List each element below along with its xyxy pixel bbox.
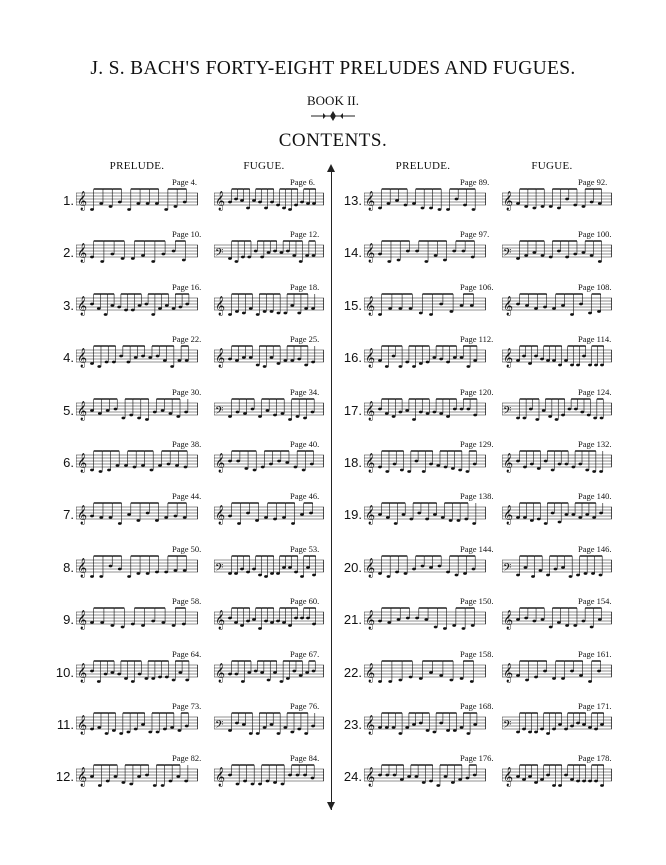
ornament-divider	[309, 110, 357, 122]
prelude-page-label: Page 4.	[172, 177, 198, 187]
fugue-page-label: Page 161.	[578, 648, 612, 659]
svg-text:𝄢: 𝄢	[503, 561, 512, 577]
prelude-page-label: Page 112.	[460, 334, 494, 345]
fugue-incipit-staff	[502, 397, 612, 423]
entry-number: 17.	[343, 402, 362, 418]
fugue-page-label: Page 60.	[290, 596, 320, 607]
fugue-incipit-staff	[214, 239, 324, 265]
svg-text:𝄢: 𝄢	[503, 404, 512, 420]
page-title: J. S. BACH'S FORTY-EIGHT PRELUDES AND FUGUES.	[90, 58, 576, 79]
prelude-page-label: Page 38.	[172, 439, 202, 449]
fugue-page-label: Page 34.	[290, 386, 320, 397]
contents-entry	[52, 491, 328, 543]
prelude-page-label: Page 16.	[172, 281, 202, 292]
fugue-incipit-staff	[502, 659, 612, 685]
contents-entry	[340, 282, 616, 334]
entry-number: 1.	[63, 193, 74, 208]
contents-entry	[52, 649, 328, 701]
contents-entry	[52, 701, 328, 753]
entry-number: 19.	[343, 507, 362, 523]
svg-text:𝄞: 𝄞	[77, 557, 88, 578]
prelude-page-label: Page 58.	[172, 596, 202, 607]
prelude-incipit-staff	[364, 344, 486, 370]
prelude-incipit-staff	[364, 449, 486, 475]
svg-text:𝄞: 𝄞	[503, 505, 514, 526]
fugue-header-left: FUGUE.	[243, 160, 285, 172]
contents-entry	[340, 544, 616, 596]
fugue-incipit-staff	[214, 763, 324, 789]
svg-text:𝄢: 𝄢	[215, 719, 224, 734]
prelude-page-label: Page 97.	[460, 229, 490, 240]
fugue-page-label: Page 84.	[290, 753, 320, 764]
entry-number: 14.	[343, 245, 362, 261]
fugue-incipit-staff	[214, 711, 324, 737]
prelude-page-label: Page 138.	[460, 491, 494, 502]
svg-text:𝄞: 𝄞	[77, 715, 88, 735]
fugue-incipit-staff	[502, 711, 612, 737]
svg-text:𝄞: 𝄞	[77, 243, 88, 264]
svg-text:𝄞: 𝄞	[77, 662, 88, 683]
fugue-page-label: Page 92.	[578, 177, 608, 187]
svg-text:𝄞: 𝄞	[503, 662, 514, 683]
entry-number: 22.	[343, 664, 362, 680]
svg-text:𝄞: 𝄞	[215, 610, 226, 631]
svg-text:𝄢: 𝄢	[503, 719, 512, 734]
svg-text:𝄞: 𝄞	[215, 453, 226, 473]
svg-text:𝄞: 𝄞	[215, 767, 226, 788]
fugue-page-label: Page 154.	[578, 596, 612, 607]
prelude-page-label: Page 44.	[172, 491, 202, 502]
prelude-incipit-staff	[364, 659, 486, 685]
svg-text:𝄞: 𝄞	[77, 400, 88, 421]
entry-number: 23.	[343, 717, 362, 732]
svg-text:𝄞: 𝄞	[365, 715, 376, 735]
prelude-page-label: Page 73.	[172, 701, 202, 711]
contents-entry	[340, 334, 616, 386]
entry-number: 15.	[343, 297, 362, 313]
contents-entry	[52, 439, 328, 491]
fugue-incipit-staff	[502, 292, 612, 318]
svg-text:𝄞: 𝄞	[215, 295, 226, 316]
prelude-header-right: PRELUDE.	[395, 160, 451, 172]
contents-entry	[52, 753, 328, 805]
prelude-incipit-staff	[76, 554, 198, 580]
fugue-incipit-staff	[502, 501, 612, 527]
svg-text:𝄢: 𝄢	[215, 247, 224, 263]
prelude-incipit-staff	[76, 606, 198, 632]
fugue-page-label: Page 25.	[290, 334, 320, 345]
svg-text:𝄞: 𝄞	[77, 348, 88, 369]
entry-number: 16.	[343, 350, 362, 366]
entry-number: 7.	[63, 507, 74, 523]
svg-text:𝄞: 𝄞	[503, 348, 514, 369]
fugue-page-label: Page 53.	[290, 543, 320, 554]
prelude-header-left: PRELUDE.	[109, 160, 165, 172]
svg-text:𝄞: 𝄞	[77, 610, 88, 631]
contents-entry	[340, 491, 616, 543]
prelude-incipit-staff	[76, 239, 198, 265]
prelude-incipit-staff	[364, 397, 486, 423]
svg-text:𝄞: 𝄞	[77, 191, 88, 211]
contents-entry	[340, 439, 616, 491]
fugue-incipit-staff	[502, 344, 612, 370]
svg-text:𝄞: 𝄞	[77, 295, 88, 316]
fugue-page-label: Page 132.	[578, 439, 612, 449]
fugue-incipit-staff	[502, 239, 612, 265]
svg-text:𝄞: 𝄞	[503, 610, 514, 631]
prelude-page-label: Page 129.	[460, 439, 494, 449]
fugue-incipit-staff	[214, 187, 324, 213]
fugue-page-label: Page 100.	[578, 229, 612, 240]
prelude-incipit-staff	[76, 501, 198, 527]
column-divider	[331, 170, 332, 810]
entry-number: 18.	[343, 455, 362, 470]
svg-text:𝄞: 𝄞	[77, 453, 88, 473]
entry-number: 10.	[55, 664, 74, 680]
prelude-incipit-staff	[364, 239, 486, 265]
contents-entry	[52, 229, 328, 281]
contents-entry	[52, 596, 328, 648]
svg-text:𝄞: 𝄞	[503, 191, 514, 211]
svg-text:𝄞: 𝄞	[365, 767, 376, 788]
prelude-page-label: Page 176.	[460, 753, 494, 764]
contents-entry	[340, 387, 616, 439]
prelude-incipit-staff	[76, 292, 198, 318]
svg-text:𝄞: 𝄞	[365, 557, 376, 578]
fugue-page-label: Page 46.	[290, 491, 320, 502]
fugue-page-label: Page 108.	[578, 281, 612, 292]
svg-text:𝄞: 𝄞	[365, 243, 376, 264]
fugue-page-label: Page 140.	[578, 491, 612, 502]
svg-text:𝄞: 𝄞	[503, 767, 514, 788]
fugue-page-label: Page 114.	[578, 334, 612, 345]
prelude-incipit-staff	[364, 554, 486, 580]
prelude-page-label: Page 120.	[460, 386, 494, 397]
prelude-page-label: Page 106.	[460, 281, 494, 292]
contents-entry	[340, 649, 616, 701]
fugue-page-label: Page 178.	[578, 753, 612, 764]
svg-text:𝄞: 𝄞	[365, 191, 376, 211]
fugue-incipit-staff	[214, 397, 324, 423]
fugue-page-label: Page 6.	[290, 177, 316, 187]
contents-entry	[52, 544, 328, 596]
prelude-incipit-staff	[76, 763, 198, 789]
fugue-page-label: Page 76.	[290, 701, 320, 711]
prelude-incipit-staff	[76, 711, 198, 737]
prelude-incipit-staff	[364, 187, 486, 213]
fugue-incipit-staff	[502, 187, 612, 213]
entry-number: 12.	[55, 769, 74, 785]
svg-text:𝄞: 𝄞	[365, 295, 376, 316]
svg-text:𝄢: 𝄢	[215, 404, 224, 420]
entry-number: 2.	[63, 245, 74, 261]
svg-text:𝄞: 𝄞	[365, 505, 376, 526]
prelude-page-label: Page 168.	[460, 701, 494, 711]
prelude-incipit-staff	[364, 763, 486, 789]
svg-text:𝄞: 𝄞	[77, 505, 88, 526]
svg-text:𝄢: 𝄢	[215, 561, 224, 577]
fugue-incipit-staff	[502, 606, 612, 632]
prelude-page-label: Page 158.	[460, 648, 494, 659]
contents-entry	[340, 229, 616, 281]
fugue-incipit-staff	[214, 606, 324, 632]
prelude-incipit-staff	[364, 292, 486, 318]
fugue-page-label: Page 171.	[578, 701, 612, 711]
prelude-page-label: Page 10.	[172, 229, 202, 240]
prelude-incipit-staff	[76, 344, 198, 370]
contents-heading: CONTENTS.	[278, 130, 388, 151]
svg-text:𝄞: 𝄞	[215, 662, 226, 683]
book-label: BOOK II.	[307, 93, 359, 108]
entry-number: 6.	[63, 455, 74, 470]
entry-number: 11.	[56, 717, 74, 732]
contents-entry	[340, 596, 616, 648]
prelude-incipit-staff	[76, 397, 198, 423]
prelude-incipit-staff	[76, 187, 198, 213]
svg-text:𝄞: 𝄞	[365, 610, 376, 631]
contents-entry	[340, 177, 616, 229]
entry-number: 9.	[63, 612, 74, 628]
fugue-incipit-staff	[502, 554, 612, 580]
svg-text:𝄞: 𝄞	[365, 662, 376, 683]
entry-number: 20.	[343, 559, 362, 575]
prelude-page-label: Page 50.	[172, 543, 202, 554]
contents-entry	[340, 701, 616, 753]
fugue-incipit-staff	[214, 344, 324, 370]
fugue-incipit-staff	[502, 763, 612, 789]
svg-text:𝄞: 𝄞	[77, 767, 88, 788]
svg-text:𝄞: 𝄞	[365, 348, 376, 369]
fugue-page-label: Page 146.	[578, 543, 612, 554]
prelude-page-label: Page 89.	[460, 177, 490, 187]
svg-text:𝄞: 𝄞	[215, 191, 226, 211]
svg-text:𝄢: 𝄢	[503, 247, 512, 263]
prelude-incipit-staff	[76, 449, 198, 475]
fugue-page-label: Page 124.	[578, 386, 612, 397]
contents-entry	[52, 334, 328, 386]
prelude-page-label: Page 144.	[460, 543, 494, 554]
contents-entry	[52, 282, 328, 334]
entry-number: 5.	[63, 402, 74, 418]
svg-text:𝄞: 𝄞	[215, 348, 226, 369]
entry-number: 4.	[63, 350, 74, 366]
fugue-page-label: Page 18.	[290, 281, 320, 292]
svg-text:𝄞: 𝄞	[503, 295, 514, 316]
prelude-page-label: Page 22.	[172, 334, 202, 345]
entry-number: 24.	[343, 769, 362, 785]
svg-text:𝄞: 𝄞	[365, 453, 376, 473]
fugue-incipit-staff	[214, 501, 324, 527]
fugue-page-label: Page 67.	[290, 648, 320, 659]
contents-entry	[340, 753, 616, 805]
fugue-incipit-staff	[502, 449, 612, 475]
prelude-incipit-staff	[364, 711, 486, 737]
fugue-page-label: Page 12.	[290, 229, 320, 240]
entry-number: 8.	[63, 559, 74, 575]
fugue-incipit-staff	[214, 449, 324, 475]
prelude-page-label: Page 64.	[172, 648, 202, 659]
svg-text:𝄞: 𝄞	[215, 505, 226, 526]
prelude-page-label: Page 150.	[460, 596, 494, 607]
fugue-incipit-staff	[214, 292, 324, 318]
prelude-incipit-staff	[364, 501, 486, 527]
contents-entry	[52, 387, 328, 439]
entry-number: 21.	[343, 612, 362, 628]
prelude-incipit-staff	[76, 659, 198, 685]
fugue-header-right: FUGUE.	[531, 160, 573, 172]
prelude-page-label: Page 82.	[172, 753, 202, 764]
contents-entry	[52, 177, 328, 229]
divider-arrow-bottom	[327, 802, 335, 810]
svg-text:𝄞: 𝄞	[503, 453, 514, 473]
fugue-incipit-staff	[214, 554, 324, 580]
prelude-incipit-staff	[364, 606, 486, 632]
svg-text:𝄞: 𝄞	[365, 400, 376, 421]
prelude-page-label: Page 30.	[172, 386, 202, 397]
entry-number: 3.	[63, 297, 74, 313]
entry-number: 13.	[343, 193, 362, 208]
fugue-incipit-staff	[214, 659, 324, 685]
fugue-page-label: Page 40.	[290, 439, 320, 449]
